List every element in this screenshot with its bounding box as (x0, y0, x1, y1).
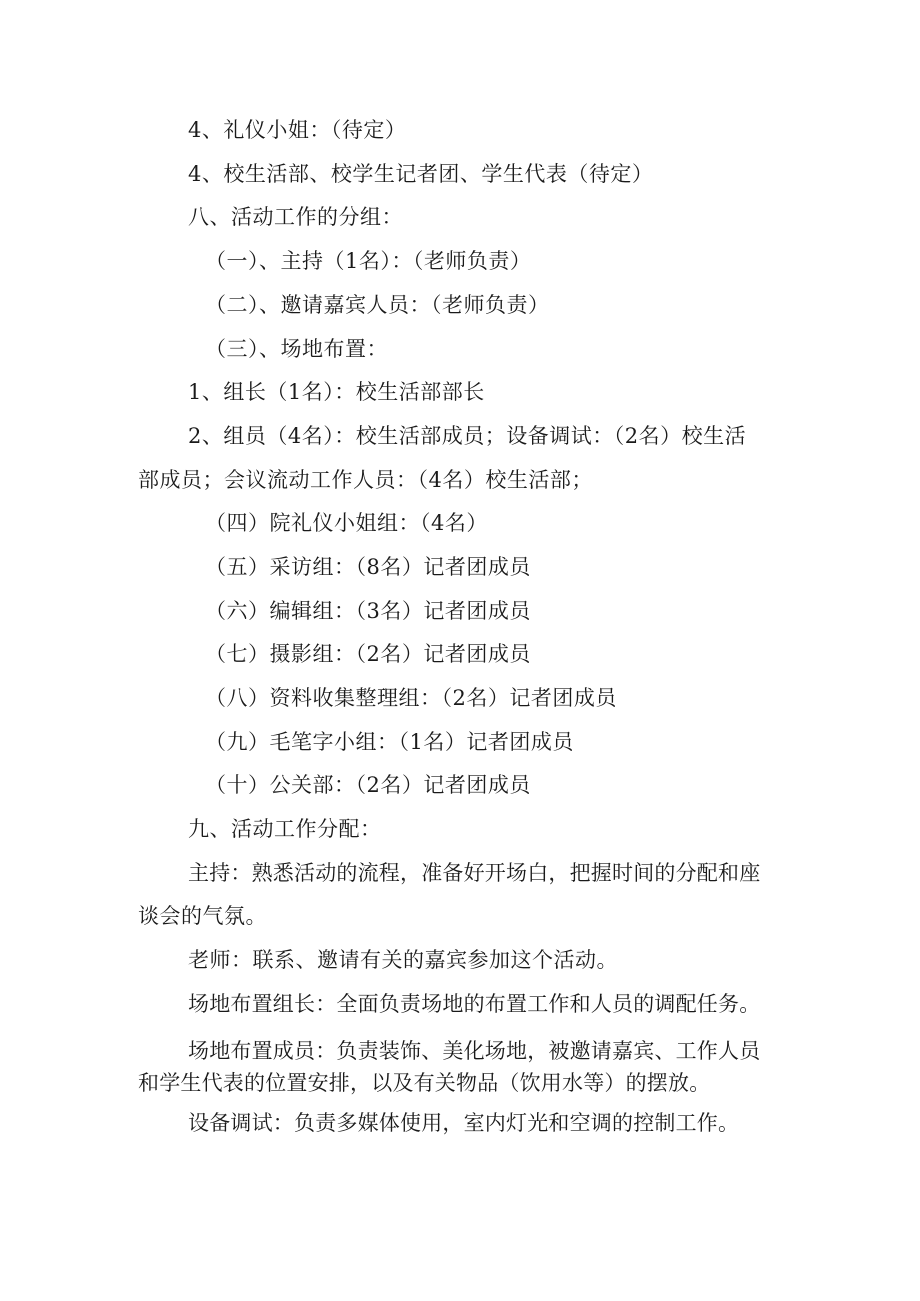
text-line: （二）、邀请嘉宾人员：（老师负责） (205, 293, 550, 317)
text-line: （一）、主持（1名）：（老师负责） (205, 249, 532, 273)
text-line: 场地布置组长：全面负责场地的布置工作和人员的调配任务。 (188, 992, 761, 1016)
section-heading: 九、活动工作分配： (188, 817, 382, 841)
section-heading: 八、活动工作的分组： (188, 205, 403, 229)
text-line: （三）、场地布置： (205, 337, 388, 361)
text-line: 主持：熟悉活动的流程，准备好开场白，把握时间的分配和座 (188, 861, 761, 885)
text-line: 老师：联系、邀请有关的嘉宾参加这个活动。 (188, 948, 618, 972)
text-line: 部成员；会议流动工作人员：（4名）校生活部； (138, 468, 593, 492)
text-line: 设备调试：负责多媒体使用，室内灯光和空调的控制工作。 (188, 1111, 740, 1135)
text-line: 和学生代表的位置安排，以及有关物品（饮用水等）的摆放。 (138, 1071, 711, 1095)
text-line: （九）毛笔字小组：（1名）记者团成员 (205, 730, 574, 754)
text-line: 2、组员（4名）：校生活部成员；设备调试：（2名）校生活 (188, 424, 747, 448)
text-line: （五）采访组：（8名）记者团成员 (205, 555, 531, 579)
text-line: （十）公关部：（2名）记者团成员 (205, 773, 531, 797)
text-line: （四）院礼仪小姐组：（4名） (205, 511, 488, 535)
text-line: 场地布置成员：负责装饰、美化场地，被邀请嘉宾、工作人员 (188, 1039, 761, 1063)
text-line: （八）资料收集整理组：（2名）记者团成员 (205, 686, 617, 710)
text-line: 谈会的气氛。 (138, 904, 267, 928)
text-line: （七）摄影组：（2名）记者团成员 (205, 642, 531, 666)
text-line: 4、校生活部、校学生记者团、学生代表（待定） (188, 162, 654, 186)
text-line: 1、组长（1名）：校生活部部长 (188, 380, 485, 404)
text-line: （六）编辑组：（3名）记者团成员 (205, 599, 531, 623)
text-line: 4、礼仪小姐：（待定） (188, 118, 407, 142)
